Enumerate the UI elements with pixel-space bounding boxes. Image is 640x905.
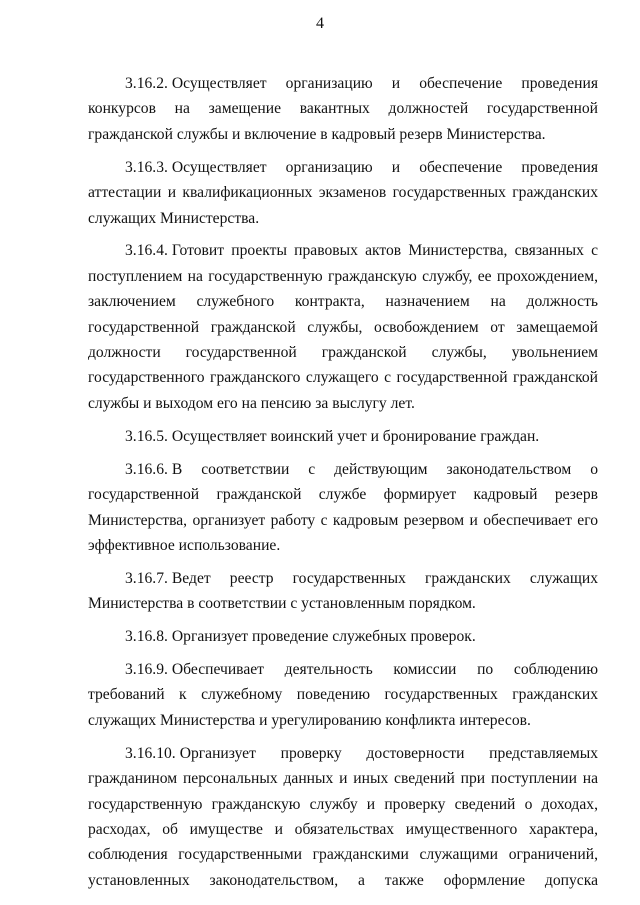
paragraph-number: 3.16.5. xyxy=(125,427,168,445)
paragraph-text: Осуществляет воинский учет и бронирование граждан. xyxy=(171,427,540,445)
paragraph-number: 3.16.3. xyxy=(125,158,168,176)
paragraph-text: Организует проверку достоверности представляемых гражданином персональных данных и иных сведений при поступлении на государственную гражданскую службу и проверку сведений о доходах, расходах, об имуществе и обязательствах имущественного характера, соблюдения государственными гражданскими служащими ограничений, установленных законодательством, а также оформление допуска xyxy=(88,744,598,889)
paragraph-number: 3.16.10. xyxy=(125,744,176,762)
paragraph-number: 3.16.8. xyxy=(125,628,168,646)
paragraph-3-16-2 xyxy=(88,71,598,147)
paragraph-3-16-9 xyxy=(88,657,598,733)
paragraph-text: Организует проведение служебных проверок. xyxy=(171,628,476,646)
paragraph-text: Ведет реестр государственных гражданских служащих Министерства в соответствии с установленным порядком. xyxy=(88,569,598,613)
paragraph-3-16-4 xyxy=(88,238,598,416)
paragraph-text: Готовит проекты правовых актов Министерства, связанных с поступлением на государственную гражданскую службу, ее прохождением, заключением служебного контракта, назначением на должность государственной гражданской службы, освобождением от замещаемой должности государственной гражданской службы, увольнением государственного гражданского служащего с государственной гражданской службы и выходом его на пенсию за выслугу лет. xyxy=(88,242,598,412)
paragraph-text: Осуществляет организацию и обеспечение проведения аттестации и квалификационных экзаменов государственных гражданских служащих Министерства. xyxy=(88,158,598,227)
paragraph-3-16-5 xyxy=(88,424,598,449)
paragraph-text: Обеспечивает деятельность комиссии по соблюдению требований к служебному поведению государственных гражданских служащих Министерства и урегулированию конфликта интересов. xyxy=(88,661,598,729)
paragraph-number: 3.16.9. xyxy=(125,661,168,679)
paragraph-3-16-7 xyxy=(88,566,598,617)
paragraph-number: 3.16.2. xyxy=(125,75,168,92)
paragraph-number: 3.16.6. xyxy=(125,460,168,478)
paragraph-text: В соответствии с действующим законодательством о государственной гражданской службе формирует кадровый резерв Министерства, организует работу с кадровым резервом и обеспечивает его эффективное использование. xyxy=(88,460,598,554)
paragraph-3-16-6 xyxy=(88,457,598,559)
page-number: 4 xyxy=(316,15,324,32)
paragraph-number: 3.16.7. xyxy=(125,569,168,587)
paragraph-number: 3.16.4. xyxy=(125,242,168,260)
paragraph-text: Осуществляет организацию и обеспечение проведения конкурсов на замещение вакантных должностей государственной гражданской службы и включение в кадровый резерв Министерства. xyxy=(88,75,598,143)
document-body xyxy=(88,71,598,901)
paragraph-3-16-8 xyxy=(88,624,598,649)
paragraph-3-16-3 xyxy=(88,155,598,231)
paragraph-3-16-10 xyxy=(88,741,598,893)
